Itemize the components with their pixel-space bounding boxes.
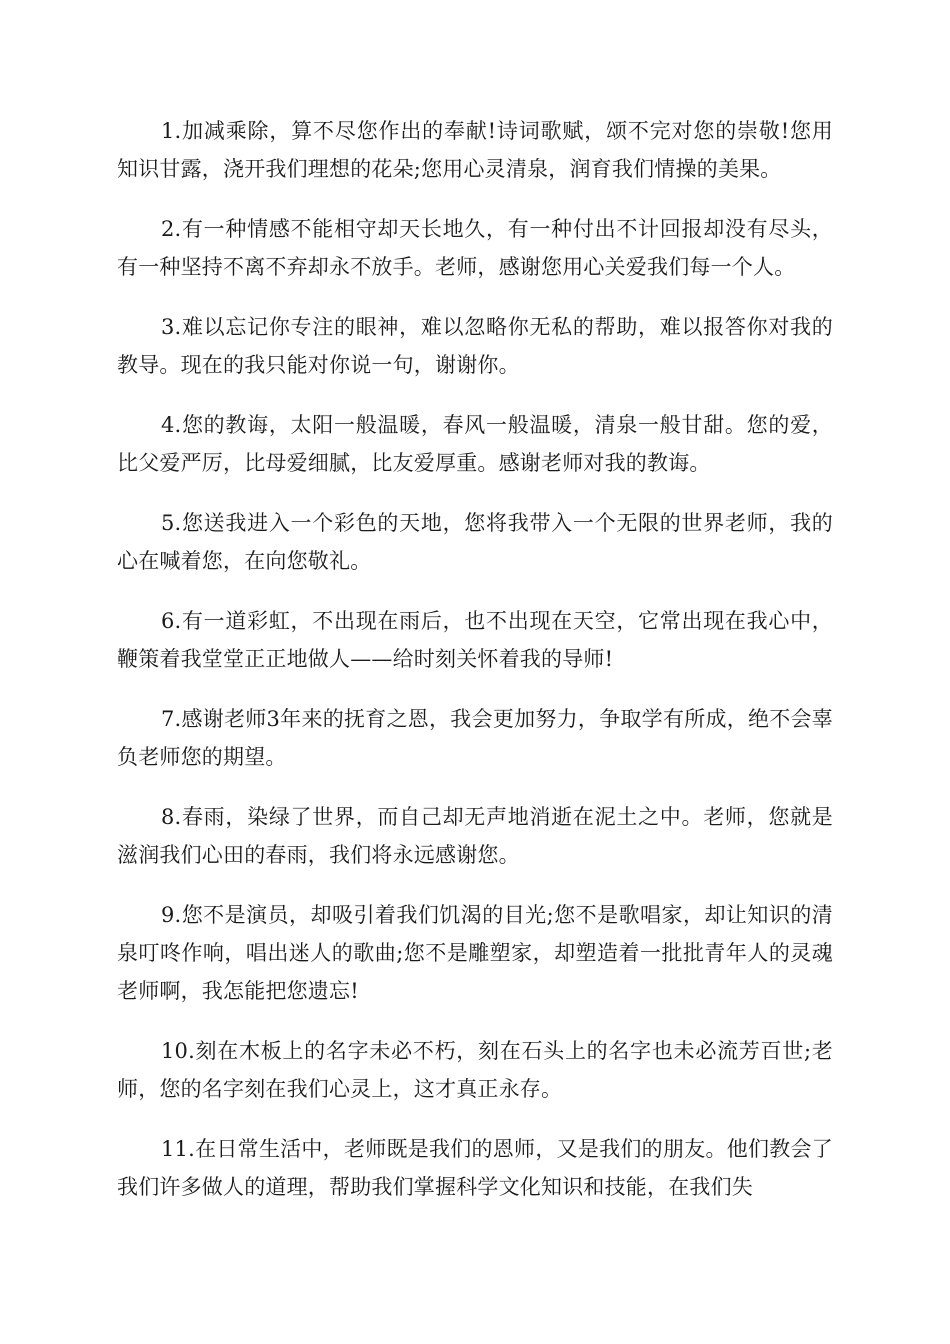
paragraph-2: 2.有一种情感不能相守却天长地久，有一种付出不计回报却没有尽头，有一种坚持不离不弃却永不放手。老师，感谢您用心关爱我们每一个人。 xyxy=(117,217,833,279)
paragraph-3: 3.难以忘记你专注的眼神，难以忽略你无私的帮助，难以报答你对我的教导。现在的我只能对你说一句，谢谢你。 xyxy=(117,315,833,377)
paragraph-5: 5.您送我进入一个彩色的天地，您将我带入一个无限的世界老师，我的心在喊着您，在向您敬礼。 xyxy=(117,511,833,573)
paragraph-4: 4.您的教诲，太阳一般温暖，春风一般温暖，清泉一般甘甜。您的爱，比父爱严厉，比母爱细腻，比友爱厚重。感谢老师对我的教诲。 xyxy=(117,413,833,475)
paragraph-11: 11.在日常生活中，老师既是我们的恩师，又是我们的朋友。他们教会了我们许多做人的道理，帮助我们掌握科学文化知识和技能，在我们失 xyxy=(117,1137,833,1199)
document-body xyxy=(117,112,833,1228)
paragraph-6: 6.有一道彩虹，不出现在雨后，也不出现在天空，它常出现在我心中，鞭策着我堂堂正正地做人——给时刻关怀着我的导师! xyxy=(117,609,833,671)
paragraph-8: 8.春雨，染绿了世界，而自己却无声地消逝在泥土之中。老师，您就是滋润我们心田的春雨，我们将永远感谢您。 xyxy=(117,805,833,867)
paragraph-7: 7.感谢老师3年来的抚育之恩，我会更加努力，争取学有所成，绝不会辜负老师您的期望。 xyxy=(117,707,833,769)
paragraph-10: 10.刻在木板上的名字未必不朽，刻在石头上的名字也未必流芳百世;老师，您的名字刻在我们心灵上，这才真正永存。 xyxy=(117,1039,833,1101)
paragraph-9: 9.您不是演员，却吸引着我们饥渴的目光;您不是歌唱家，却让知识的清泉叮咚作响，唱出迷人的歌曲;您不是雕塑家，却塑造着一批批青年人的灵魂老师啊，我怎能把您遗忘! xyxy=(117,903,833,1003)
paragraph-1: 1.加减乘除，算不尽您作出的奉献!诗词歌赋，颂不完对您的崇敬!您用知识甘露，浇开我们理想的花朵;您用心灵清泉，润育我们情操的美果。 xyxy=(117,119,833,181)
